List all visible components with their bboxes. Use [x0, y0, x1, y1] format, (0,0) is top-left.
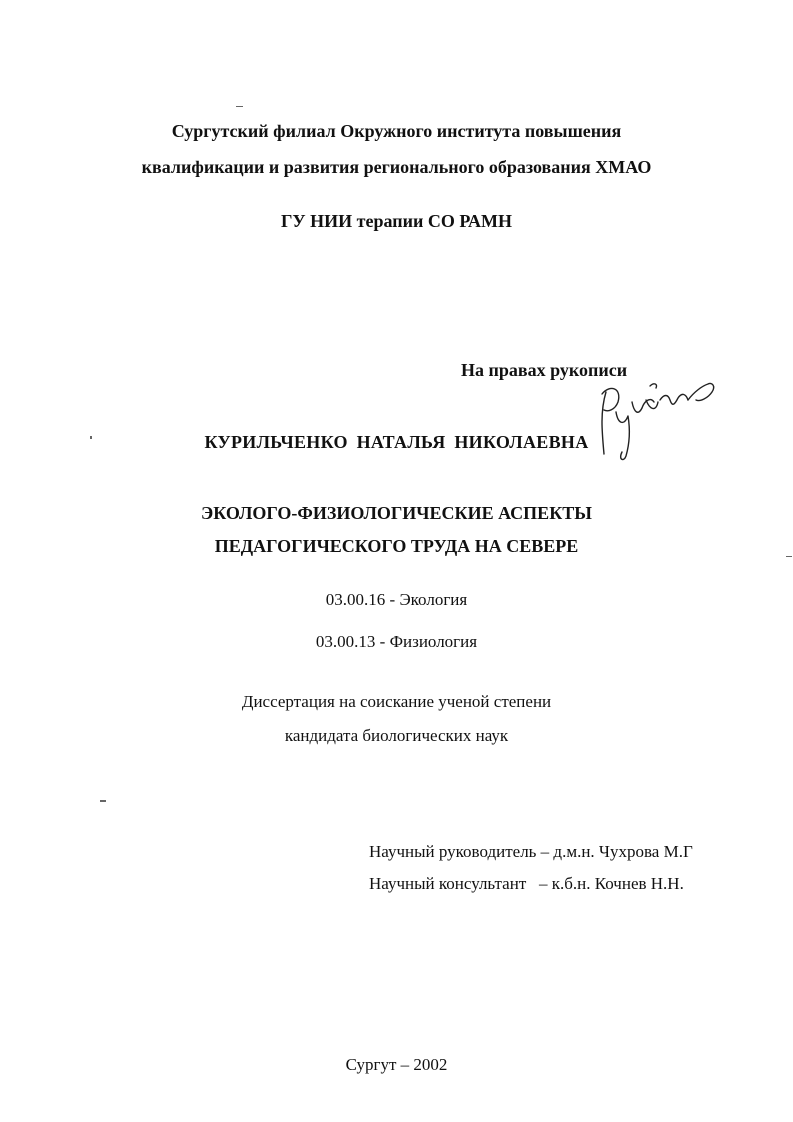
title-line-1: ЭКОЛОГО-ФИЗИОЛОГИЧЕСКИЕ АСПЕКТЫ [201, 503, 592, 523]
scan-mark [236, 106, 243, 107]
institution-line-2: квалификации и развития регионального образования ХМАО [141, 157, 652, 177]
scan-mark [100, 800, 106, 802]
specialty-physiology: 03.00.13 - Физиология [315, 632, 478, 651]
rights-note: На правах рукописи [461, 360, 628, 380]
supervisor-line: Научный руководитель – д.м.н. Чухрова М.Г [369, 842, 693, 861]
author-name: КУРИЛЬЧЕНКО НАТАЛЬЯ НИКОЛАЕВНА [204, 432, 589, 452]
specialty-ecology: 03.00.16 - Экология [325, 590, 468, 609]
institution-line-3: ГУ НИИ терапии СО РАМН [280, 211, 513, 231]
institution-line-1: Сургутский филиал Окружного института повышения [171, 121, 622, 141]
consultant-line: Научный консультант – к.б.н. Кочнев Н.Н. [369, 874, 684, 893]
degree-line-2: кандидата биологических наук [284, 726, 509, 745]
degree-line-1: Диссертация на соискание ученой степени [241, 692, 552, 711]
place-year: Сургут – 2002 [345, 1055, 448, 1074]
author-signature [588, 372, 728, 468]
title-line-2: ПЕДАГОГИЧЕСКОГО ТРУДА НА СЕВЕРЕ [214, 536, 579, 556]
